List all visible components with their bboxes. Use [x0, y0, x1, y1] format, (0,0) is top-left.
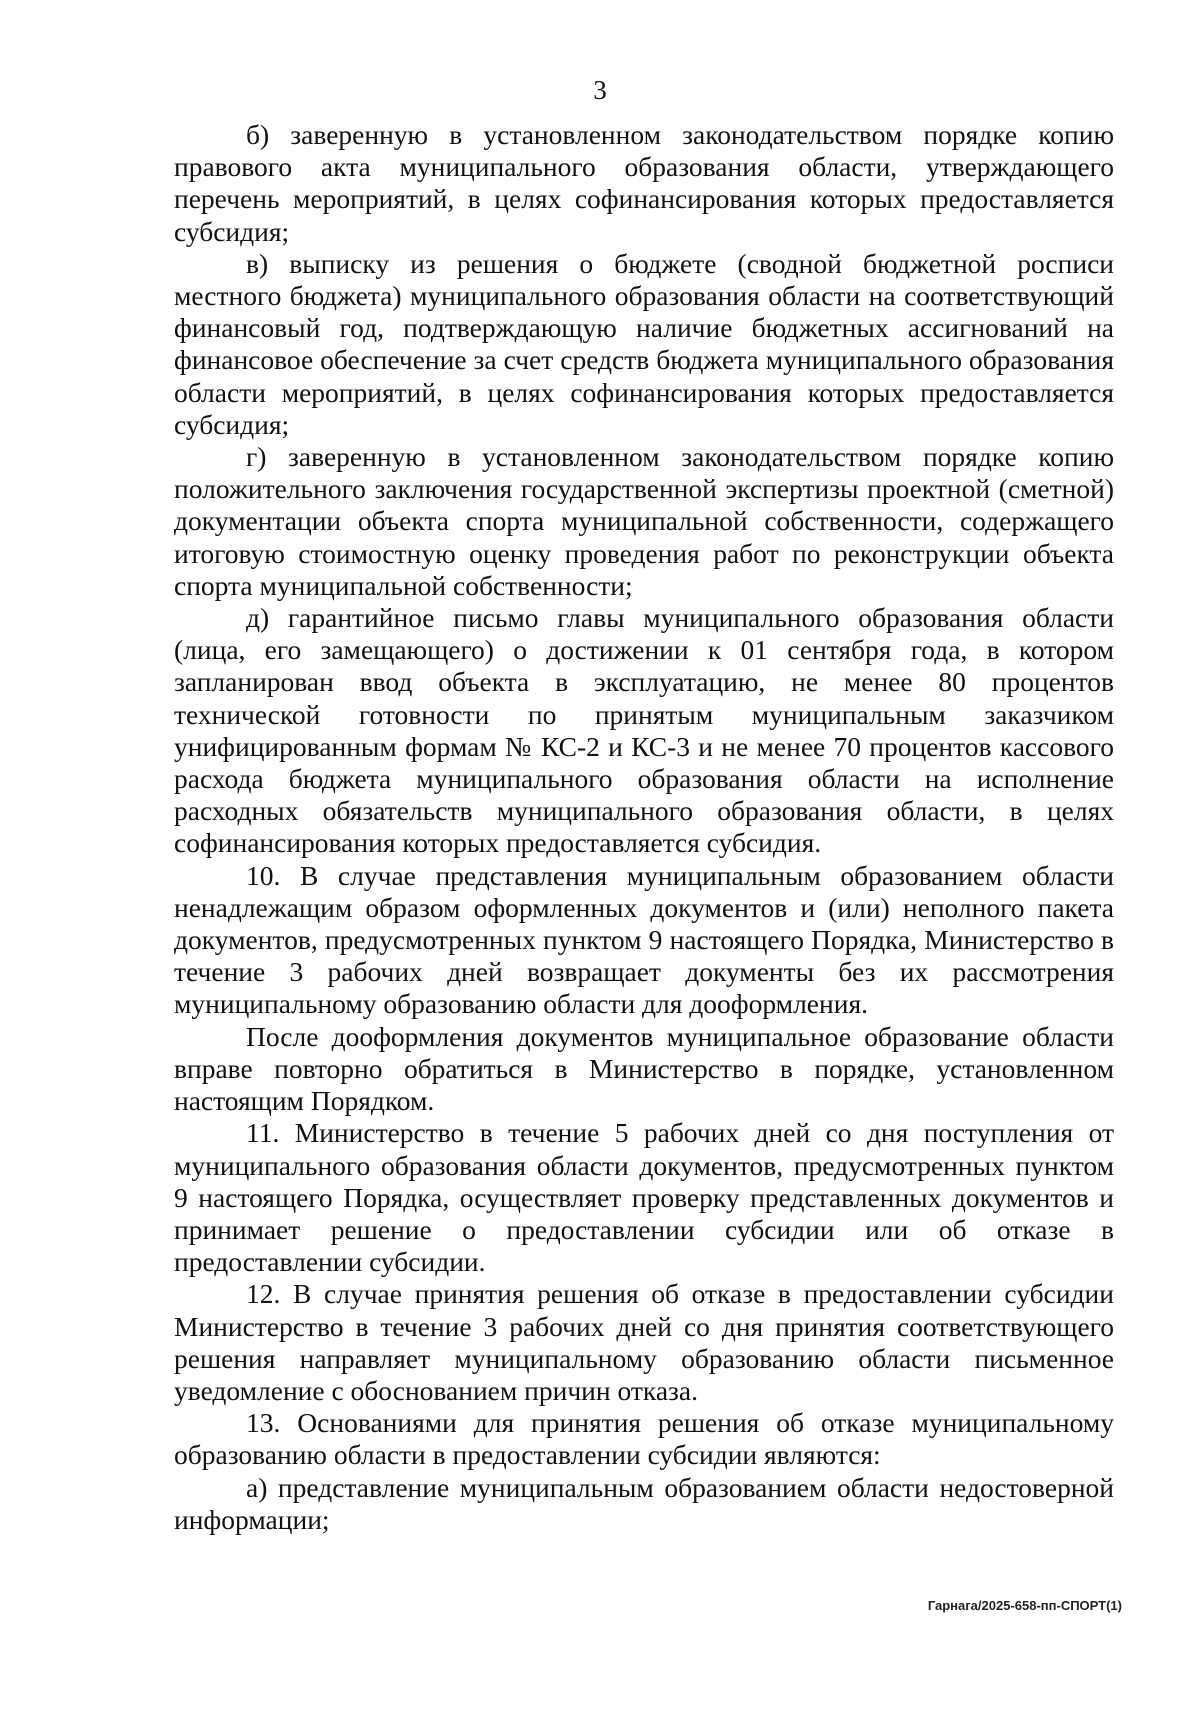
paragraph-d-guarantee-letter: д) гарантийное письмо главы муниципального образования области (лица, его замещающего) о достижении к 01 сентября года, в котором запланирован ввод объекта в эксплуатацию, не менее 80 процентов технической готовности по принятым муниципальным заказчиком унифицированным формам № КС-2 и КС-3 и не менее 70 процентов кассового расхода бюджета муниципального образования области на исполнение расходных обязательств муниципального образования области, в целях софинансирования которых предоставляется субсидия. — [174, 602, 1114, 859]
paragraph-12-refusal-notice: 12. В случае принятия решения об отказе в предоставлении субсидии Министерство в течение 3 рабочих дней со дня принятия соответствующего решения направляет муниципальному образованию области письменное уведомление с обоснованием причин отказа. — [174, 1278, 1114, 1406]
page-number: 3 — [593, 75, 607, 105]
paragraph-11-ministry-review: 11. Министерство в течение 5 рабочих дней со дня поступления от муниципального образования области документов, предусмотренных пунктом 9 настоящего Порядка, осуществляет проверку представленных документов и принимает решение о предоставлении субсидии или об отказе в предоставлении субсидии. — [174, 1117, 1114, 1278]
document-code-footer: Гарнага/2025-658-пп-СПОРТ(1) — [927, 1598, 1122, 1613]
paragraph-a-unreliable-information: а) представление муниципальным образованием области недостоверной информации; — [174, 1471, 1114, 1535]
paragraph-g-expertise-conclusion: г) заверенную в установленном законодательством порядке копию положительного заключения государственной экспертизы проектной (сметной) документации объекта спорта муниципальной собственности, содержащего итоговую стоимостную оценку проведения работ по реконструкции объекта спорта муниципальной собственности; — [174, 441, 1114, 601]
paragraph-v-budget-extract: в) выписку из решения о бюджете (сводной бюджетной росписи местного бюджета) муниципального образования области на соответствующий финансовый год, подтверждающую наличие бюджетных ассигнований на финансовое обеспечение за счет средств бюджета муниципального образования области мероприятий, в целях софинансирования которых предоставляется субсидия; — [174, 247, 1114, 440]
paragraph-13-refusal-grounds: 13. Основаниями для принятия решения об отказе муниципальному образованию области в предоставлении субсидии являются: — [174, 1407, 1114, 1471]
document-body — [174, 119, 1114, 1536]
paragraph-10-return-documents: 10. В случае представления муниципальным образованием области ненадлежащим образом оформленных документов и (или) неполного пакета документов, предусмотренных пунктом 9 настоящего Порядка, Министерство в течение 3 рабочих дней возвращает документы без их рассмотрения муниципальному образованию области для дооформления. — [174, 859, 1114, 1020]
paragraph-b-copy-of-legal-act: б) заверенную в установленном законодательством порядке копию правового акта муниципального образования области, утверждающего перечень мероприятий, в целях софинансирования которых предоставляется субсидия; — [174, 119, 1114, 247]
paragraph-resubmission: После дооформления документов муниципальное образование области вправе повторно обратиться в Министерство в порядке, установленном настоящим Порядком. — [174, 1020, 1114, 1117]
